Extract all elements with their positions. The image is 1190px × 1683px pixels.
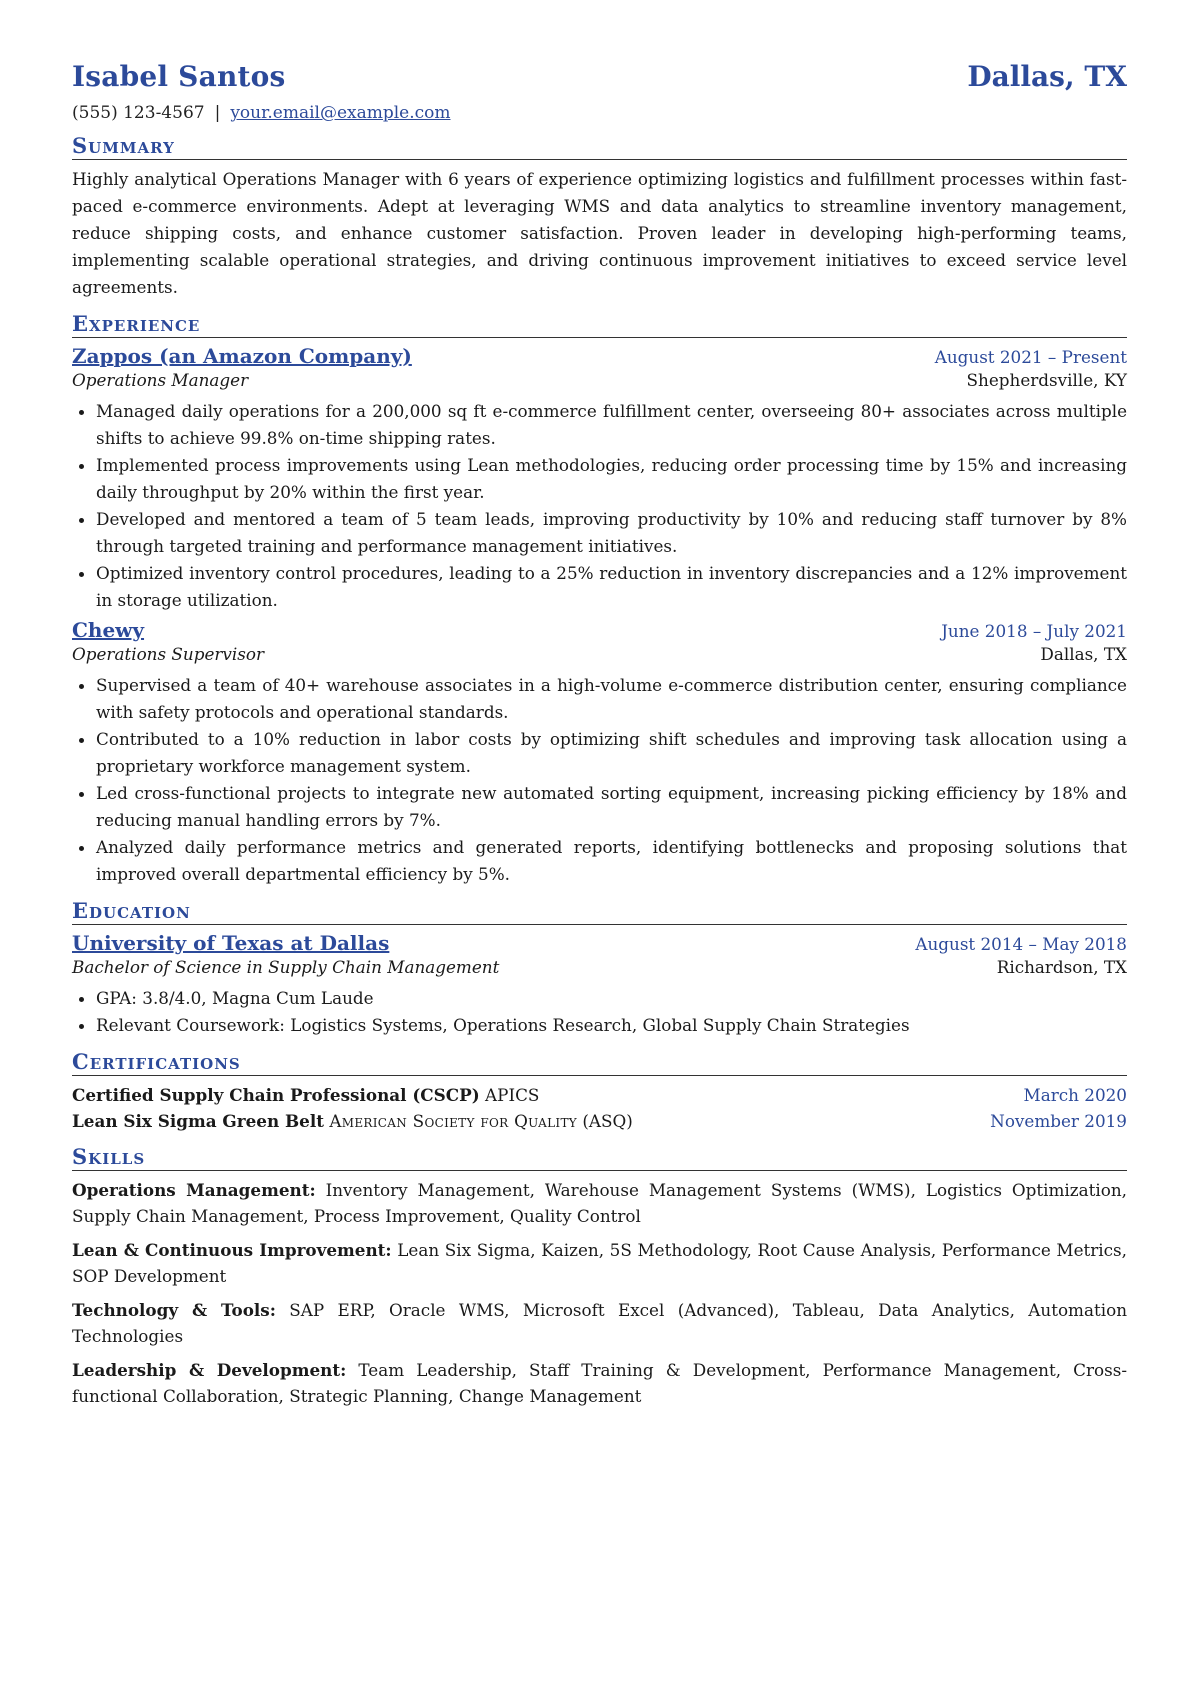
achievement-item: • Developed and mentored a team of 5 team leads, improving productivity by 10% and reducing staff turnover by 8% through targeted training and performance management initiatives.	[96, 506, 1127, 560]
employment-dates: August 2021 – Present	[934, 347, 1127, 367]
education-detail-item: • GPA: 3.8/4.0, Magna Cum Laude	[96, 985, 1127, 1012]
entry-header	[72, 931, 1127, 955]
experience-entry	[72, 618, 1127, 888]
contact-separator: |	[214, 103, 221, 123]
employer-link[interactable]: Chewy	[72, 618, 145, 642]
skill-category: Lean & Continuous Improvement:	[72, 1240, 392, 1260]
candidate-city: Dallas, TX	[967, 60, 1127, 93]
achievement-item: • Implemented process improvements using Lean methodologies, reducing order processing time by 15% and increasing daily throughput by 20% within the first year.	[96, 452, 1127, 506]
school-location: Richardson, TX	[996, 957, 1127, 977]
section-title-certifications: Certifications	[72, 1049, 1127, 1076]
achievement-item: • Contributed to a 10% reduction in labor costs by optimizing shift schedules and improving task allocation using a proprietary workforce management system.	[96, 726, 1127, 780]
job-location: Shepherdsville, KY	[966, 370, 1127, 390]
job-title: Operations Supervisor	[72, 644, 265, 664]
achievement-item: • Optimized inventory control procedures, leading to a 25% reduction in inventory discrepancies and a 12% improvement in storage utilization.	[96, 560, 1127, 614]
entry-subheader	[72, 644, 1127, 664]
candidate-name: Isabel Santos	[72, 60, 286, 93]
skill-list: SAP ERP, Oracle WMS, Microsoft Excel (Advanced), Tableau, Data Analytics, Automation Technologies	[72, 1300, 1127, 1346]
experience-entry	[72, 344, 1127, 614]
job-location: Dallas, TX	[1040, 644, 1127, 664]
section-title-summary: Summary	[72, 133, 1127, 160]
section-title-experience: Experience	[72, 311, 1127, 338]
achievement-item: • Supervised a team of 40+ warehouse associates in a high-volume e-commerce distribution center, ensuring compliance with safety protocols and operational standards.	[96, 672, 1127, 726]
achievement-item: • Analyzed daily performance metrics and generated reports, identifying bottlenecks and proposing solutions that improved overall departmental efficiency by 5%.	[96, 834, 1127, 888]
certification-name: Lean Six Sigma Green Belt	[72, 1111, 324, 1131]
certification-name: Certified Supply Chain Professional (CSCP)	[72, 1085, 480, 1105]
section-title-skills: Skills	[72, 1144, 1127, 1171]
degree-title: Bachelor of Science in Supply Chain Management	[72, 957, 500, 977]
achievement-list	[72, 672, 1127, 888]
certification-date: November 2019	[990, 1111, 1127, 1131]
education-details-list	[72, 985, 1127, 1039]
achievement-list	[72, 398, 1127, 614]
skill-list: Lean Six Sigma, Kaizen, 5S Methodology, Root Cause Analysis, Performance Metrics, SOP Development	[72, 1240, 1128, 1286]
certification-issuer: APICS	[485, 1085, 540, 1105]
skill-row	[72, 1297, 1127, 1349]
skill-row	[72, 1357, 1127, 1409]
certification-text	[72, 1108, 633, 1134]
education-entry	[72, 931, 1127, 1039]
entry-subheader	[72, 957, 1127, 977]
resume-header	[72, 60, 1127, 93]
employment-dates: June 2018 – July 2021	[941, 621, 1127, 641]
skill-row	[72, 1237, 1127, 1289]
certification-row	[72, 1108, 1127, 1134]
phone-number: (555) 123-4567	[72, 103, 205, 123]
entry-header	[72, 344, 1127, 368]
section-title-education: Education	[72, 898, 1127, 925]
achievement-item: • Led cross-functional projects to integrate new automated sorting equipment, increasing picking efficiency by 18% and reducing manual handling errors by 7%.	[96, 780, 1127, 834]
job-title: Operations Manager	[72, 370, 249, 390]
summary-text: Highly analytical Operations Manager with 6 years of experience optimizing logistics and fulfillment processes within fast-paced e-commerce environments. Adept at leveraging WMS and data analytics to streamline inventory management, reduce shipping costs, and enhance customer satisfaction. Proven leader in developing high-performing teams, implementing scalable operational strategies, and driving continuous improvement initiatives to exceed service level agreements.	[72, 169, 1127, 297]
education-detail-item: • Relevant Coursework: Logistics Systems, Operations Research, Global Supply Chain Strategies	[96, 1012, 1127, 1039]
certification-row	[72, 1082, 1127, 1108]
school-link[interactable]: University of Texas at Dallas	[72, 931, 390, 955]
employer-link[interactable]: Zappos (an Amazon Company)	[72, 344, 412, 368]
certification-issuer-abbrev: (ASQ)	[582, 1111, 633, 1131]
certification-date: March 2020	[1023, 1085, 1127, 1105]
skill-list: Team Leadership, Staff Training & Development, Performance Management, Cross-functional Collaboration, Strategic Planning, Change Management	[72, 1360, 1127, 1406]
skill-row	[72, 1177, 1127, 1229]
education-dates: August 2014 – May 2018	[915, 934, 1127, 954]
skill-category: Operations Management:	[72, 1180, 316, 1200]
certification-issuer: American Society for Quality	[329, 1111, 577, 1131]
achievement-item: • Managed daily operations for a 200,000 sq ft e-commerce fulfillment center, overseeing 80+ associates across multiple shifts to achieve 99.8% on-time shipping rates.	[96, 398, 1127, 452]
certification-text	[72, 1082, 539, 1108]
email-link[interactable]: your.email@example.com	[230, 103, 451, 123]
entry-header	[72, 618, 1127, 642]
entry-subheader	[72, 370, 1127, 390]
contact-line	[72, 103, 1127, 123]
skill-list: Inventory Management, Warehouse Management Systems (WMS), Logistics Optimization, Supply Chain Management, Process Improvement, Quality Control	[72, 1180, 1127, 1226]
skill-category: Technology & Tools:	[72, 1300, 276, 1320]
skill-category: Leadership & Development:	[72, 1360, 347, 1380]
